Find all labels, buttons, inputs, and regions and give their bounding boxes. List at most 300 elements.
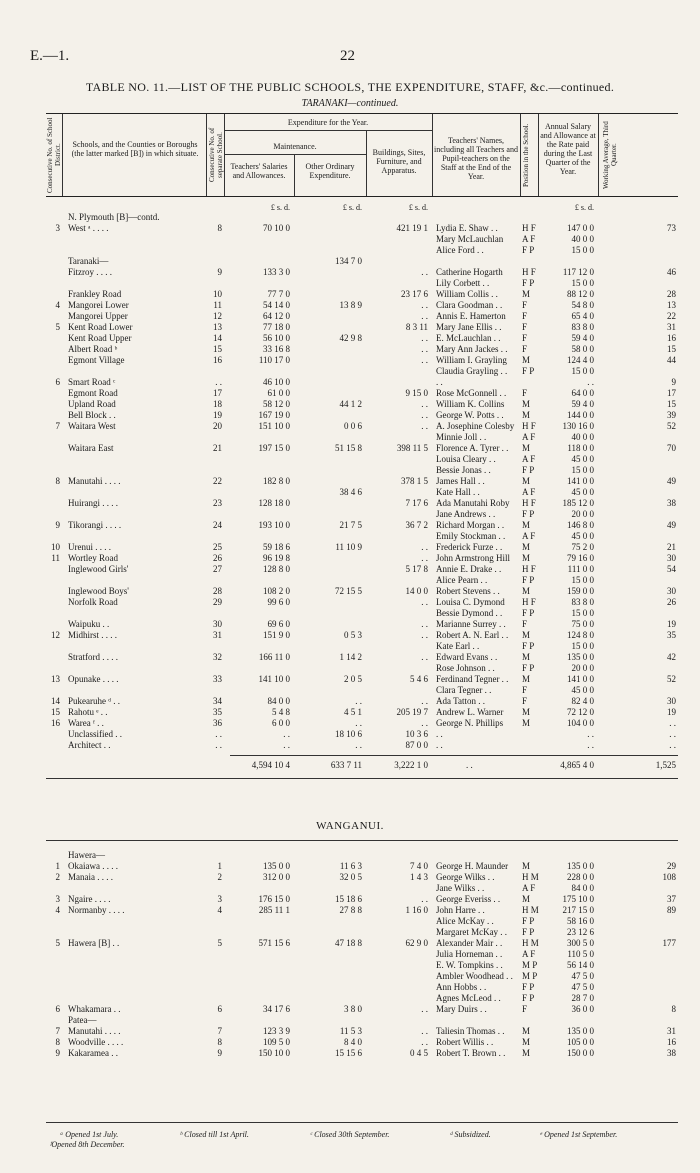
table-row — [46, 531, 678, 542]
cell-school: Kent Road Lower — [68, 322, 133, 332]
cell-teacher: Ferdinand Tegner . . — [436, 674, 509, 684]
cell-annual: 45 0 0 — [571, 454, 594, 464]
cell-sal: 99 6 0 — [267, 597, 290, 607]
cell-school: Mangorei Upper — [68, 311, 128, 321]
cell-annual: 75 2 0 — [571, 542, 594, 552]
cell-annual: 83 8 0 — [571, 597, 594, 607]
table-row — [46, 949, 678, 960]
table-row — [46, 388, 678, 399]
cell-annual: 15 0 0 — [571, 278, 594, 288]
cell-pos: M P — [522, 960, 538, 970]
cell-sal: 193 10 0 — [258, 520, 290, 530]
table-row — [46, 399, 678, 410]
cell-sal: 58 12 0 — [263, 399, 290, 409]
header-separate-no: Consecutive No. of separate School. — [208, 127, 224, 183]
cell-avg: 37 — [667, 894, 676, 904]
cell-sep: 3 — [217, 894, 222, 904]
table-row — [46, 905, 678, 916]
cell-annual: 65 4 0 — [571, 311, 594, 321]
lsd-other: £ s. d. — [342, 203, 362, 212]
cell-teacher: Annis E. Hamerton — [436, 311, 506, 321]
cell-teacher: William Collis . . — [436, 289, 498, 299]
cell-school: Urenui . . . . — [68, 542, 111, 552]
cell-avg: 31 — [667, 1026, 676, 1036]
cell-teacher: Catherine Hogarth — [436, 267, 503, 277]
cell-pos: F P — [522, 366, 535, 376]
cell-sep: 17 — [213, 388, 222, 398]
cell-sep: 36 — [213, 718, 222, 728]
cell-oth: 72 15 5 — [335, 586, 362, 596]
cell-teacher: Jane Andrews . . — [436, 509, 496, 519]
cell-teacher: Lydia E. Shaw . . — [436, 223, 498, 233]
cell-sep: 2 — [217, 872, 222, 882]
cell-teacher: William K. Collins — [436, 399, 505, 409]
cell-annual: 104 0 0 — [567, 718, 594, 728]
cell-teacher: Louisa C. Dymond — [436, 597, 505, 607]
cell-school: Manutahi . . . . — [68, 476, 121, 486]
cell-bld: 36 7 2 — [405, 520, 428, 530]
cell-teacher: Alexander Mair . . — [436, 938, 503, 948]
cell-sal: 312 0 0 — [263, 872, 290, 882]
header-teachers-names: Teachers' Names, including all Teachers and Pupil-teachers on the Staff at the End of the Year. — [434, 136, 518, 181]
cell-oth: 27 8 8 — [339, 905, 362, 915]
cell-sep: 11 — [213, 300, 222, 310]
cell-pos: F — [522, 619, 528, 629]
cell-teacher: George Wilks . . — [436, 872, 495, 882]
cell-bld: . . — [421, 542, 428, 552]
cell-school: Inglewood Girls' — [68, 564, 129, 574]
cell-pos: A F — [522, 949, 536, 959]
total-rule — [230, 755, 678, 756]
cell-annual: 56 14 0 — [567, 960, 594, 970]
cell-annual: 147 0 0 — [567, 223, 594, 233]
cell-sal: 96 19 8 — [263, 553, 290, 563]
cell-school: Patea— — [68, 1015, 97, 1025]
cell-oth: 32 0 5 — [339, 872, 362, 882]
cell-avg: 26 — [667, 597, 676, 607]
cell-pos: F P — [522, 663, 535, 673]
cell-bld: . . — [421, 1026, 428, 1036]
lsd-salaries: £ s. d. — [270, 203, 290, 212]
cell-sal: 110 17 0 — [258, 355, 290, 365]
cell-school: Okaiawa . . . . — [68, 861, 118, 871]
cell-teacher: Taliesin Thomas . . — [436, 1026, 505, 1036]
cell-pos: M — [522, 355, 531, 365]
cell-annual: 88 12 0 — [567, 289, 594, 299]
cell-pos: H M — [522, 905, 539, 915]
table-row — [46, 333, 678, 344]
cell-school: Pukearuhe ᵈ . . — [68, 696, 121, 706]
cell-annual: 15 0 0 — [571, 245, 594, 255]
cell-annual: 75 0 0 — [571, 619, 594, 629]
cell-bld: 87 0 0 — [405, 740, 428, 750]
cell-sep: . . — [215, 729, 222, 739]
cell-oth: 11 6 3 — [339, 861, 362, 871]
cell-sal: 5 4 8 — [272, 707, 290, 717]
cell-bld: . . — [421, 355, 428, 365]
header-other-ordinary: Other Ordinary Expenditure. — [305, 162, 355, 180]
cell-annual: 124 8 0 — [567, 630, 594, 640]
cell-annual: 45 0 0 — [571, 531, 594, 541]
cell-bld: . . — [421, 399, 428, 409]
cell-avg: 9 — [671, 377, 676, 387]
table-row — [46, 289, 678, 300]
cell-pos: H F — [522, 498, 536, 508]
cell-annual: 83 8 0 — [571, 322, 594, 332]
cell-pos: F — [522, 344, 528, 354]
cell-pos: H M — [522, 938, 539, 948]
cell-teacher: George H. Maunder — [436, 861, 509, 871]
cell-sal: 56 10 0 — [263, 333, 290, 343]
cell-bld: . . — [421, 410, 428, 420]
cell-sep: 22 — [213, 476, 222, 486]
cell-sep: 20 — [213, 421, 222, 431]
cell-avg: . . — [669, 740, 676, 750]
cell-teacher: Jane Wilks . . — [436, 883, 485, 893]
cell-avg: 89 — [667, 905, 676, 915]
cell-annual: 159 0 0 — [567, 586, 594, 596]
cell-bld: 1 4 3 — [410, 872, 428, 882]
cell-bld: . . — [421, 630, 428, 640]
cell-pos: M — [522, 443, 531, 453]
cell-avg: 30 — [667, 553, 676, 563]
cell-avg: 52 — [667, 421, 676, 431]
cell-pos: M P — [522, 971, 538, 981]
table-row — [46, 421, 678, 432]
header-expenditure: Expenditure for the Year. — [287, 118, 369, 127]
cell-sal: 59 18 6 — [263, 542, 290, 552]
cell-bld: 5 17 8 — [405, 564, 428, 574]
header-annual-salary: Annual Salary and Allowance at the Rate paid during the Last Quarter of the Year. — [540, 122, 596, 176]
cell-school: Ngaire . . . . — [68, 894, 111, 904]
cell-school: Egmont Village — [68, 355, 125, 365]
cell-pos: M — [522, 410, 531, 420]
table-header — [46, 113, 678, 197]
wanganui-top-rule — [46, 840, 678, 841]
cell-school: Wortley Road — [68, 553, 119, 563]
table-title: TABLE NO. 11.—LIST OF THE PUBLIC SCHOOLS, THE EXPENDITURE, STAFF, &c.—continued. — [85, 80, 615, 94]
cell-sep: 24 — [213, 520, 222, 530]
cell-pos: A F — [522, 454, 536, 464]
cell-bld: . . — [421, 421, 428, 431]
cell-sep: 34 — [213, 696, 222, 706]
cell-sal: 150 10 0 — [258, 1048, 290, 1058]
cell-teacher: . . — [436, 729, 443, 739]
cell-sep: 8 — [217, 223, 222, 233]
cell-no: 11 — [51, 553, 60, 563]
cell-oth: 11 10 9 — [335, 542, 362, 552]
cell-avg: 70 — [667, 443, 676, 453]
cell-sep: 33 — [213, 674, 222, 684]
cell-sep: 21 — [213, 443, 222, 453]
cell-teacher: Lily Corbett . . — [436, 278, 490, 288]
cell-teacher: Mary McLauchlan — [436, 234, 504, 244]
cell-teacher: Margaret McKay . . — [436, 927, 508, 937]
table-row — [46, 300, 678, 311]
cell-bld: . . — [421, 553, 428, 563]
cell-avg: 30 — [667, 696, 676, 706]
footnote-f: ᶠOpened 8th December. — [50, 1140, 125, 1149]
total-annual: 4,865 4 0 — [560, 760, 594, 770]
cell-bld: . . — [421, 1037, 428, 1047]
cell-school: Waitara West — [68, 421, 116, 431]
cell-no: 7 — [55, 421, 60, 431]
cell-teacher: Bessie Jonas . . — [436, 465, 491, 475]
cell-school: Waitara East — [68, 443, 114, 453]
cell-annual: 20 0 0 — [571, 663, 594, 673]
cell-sal: 151 10 0 — [258, 421, 290, 431]
cell-sal: 77 7 0 — [267, 289, 290, 299]
cell-annual: 58 16 0 — [567, 916, 594, 926]
table-row — [46, 443, 678, 454]
cell-avg: 54 — [667, 564, 676, 574]
cell-sep: 26 — [213, 553, 222, 563]
cell-teacher: E. W. Tompkins . . — [436, 960, 503, 970]
table-row — [46, 432, 678, 443]
table-row — [46, 487, 678, 498]
cell-oth: 38 4 6 — [339, 487, 362, 497]
table-row — [46, 267, 678, 278]
cell-annual: 117 12 0 — [562, 267, 594, 277]
cell-avg: 39 — [667, 410, 676, 420]
cell-avg: 49 — [667, 476, 676, 486]
cell-school: Normanby . . . . — [68, 905, 125, 915]
cell-pos: F — [522, 311, 528, 321]
cell-teacher: Ada Tatton . . — [436, 696, 485, 706]
cell-sep: 31 — [213, 630, 222, 640]
cell-school: Hawera— — [68, 850, 105, 860]
cell-teacher: Bessie Dymond . . — [436, 608, 503, 618]
cell-teacher: George W. Potts . . — [436, 410, 504, 420]
cell-school: Stratford . . . . — [68, 652, 118, 662]
cell-avg: 44 — [667, 355, 676, 365]
cell-bld: . . — [421, 344, 428, 354]
table-row — [46, 465, 678, 476]
cell-sal: 285 11 1 — [258, 905, 290, 915]
cell-sal: 69 6 0 — [267, 619, 290, 629]
cell-school: Kent Road Upper — [68, 333, 132, 343]
cell-bld: . . — [421, 597, 428, 607]
table-row — [46, 1004, 678, 1015]
cell-bld: 23 17 6 — [401, 289, 428, 299]
table-row — [46, 542, 678, 553]
cell-annual: 45 0 0 — [571, 685, 594, 695]
cell-pos: H F — [522, 597, 536, 607]
cell-pos: F P — [522, 982, 535, 992]
cell-no: 4 — [55, 905, 60, 915]
table-row — [46, 344, 678, 355]
cell-pos: M — [522, 289, 531, 299]
cell-bld: . . — [421, 267, 428, 277]
cell-school: Taranaki— — [68, 256, 109, 266]
cell-annual: . . — [587, 729, 594, 739]
cell-pos: F P — [522, 575, 535, 585]
cell-sal: 182 8 0 — [263, 476, 290, 486]
table-row — [46, 278, 678, 289]
cell-bld: . . — [421, 311, 428, 321]
cell-school: Manaia . . . . — [68, 872, 113, 882]
cell-school: Upland Road — [68, 399, 116, 409]
cell-teacher: Ambler Woodhead . . — [436, 971, 513, 981]
cell-avg: 13 — [667, 300, 676, 310]
cell-sal: 571 15 6 — [258, 938, 290, 948]
footnote-c: ᶜ Closed 30th September. — [310, 1130, 390, 1139]
table-row — [46, 476, 678, 487]
cell-oth: . . — [355, 696, 362, 706]
cell-pos: F P — [522, 916, 535, 926]
cell-teacher: William I. Grayling — [436, 355, 507, 365]
cell-bld: 0 4 5 — [410, 1048, 428, 1058]
cell-annual: 15 0 0 — [571, 465, 594, 475]
cell-pos: F P — [522, 465, 535, 475]
cell-annual: 15 0 0 — [571, 641, 594, 651]
cell-avg: . . — [669, 729, 676, 739]
cell-pos: F — [522, 1004, 528, 1014]
cell-annual: 228 0 0 — [567, 872, 594, 882]
cell-sal: 151 9 0 — [263, 630, 290, 640]
table-row — [46, 982, 678, 993]
cell-school: Huirangi . . . . — [68, 498, 118, 508]
cell-avg: 42 — [667, 652, 676, 662]
cell-oth: 15 18 6 — [335, 894, 362, 904]
cell-pos: F — [522, 333, 528, 343]
table-row — [46, 245, 678, 256]
cell-bld: 398 11 5 — [396, 443, 428, 453]
cell-sal: 133 3 0 — [263, 267, 290, 277]
cell-no: 6 — [55, 1004, 60, 1014]
cell-sep: . . — [215, 377, 222, 387]
table-row — [46, 311, 678, 322]
cell-sal: 6 0 0 — [272, 718, 290, 728]
table-row — [46, 718, 678, 729]
table-row — [46, 894, 678, 905]
cell-no: 13 — [51, 674, 60, 684]
cell-oth: 51 15 8 — [335, 443, 362, 453]
cell-oth: 0 5 3 — [344, 630, 362, 640]
table-row — [46, 971, 678, 982]
cell-oth: 21 7 5 — [339, 520, 362, 530]
footnote-b: ᵇ Closed till 1st April. — [180, 1130, 249, 1139]
cell-oth: . . — [355, 718, 362, 728]
table-row — [46, 619, 678, 630]
cell-annual: 15 0 0 — [571, 575, 594, 585]
cell-pos: H F — [522, 267, 536, 277]
cell-school: Norfolk Road — [68, 597, 118, 607]
cell-annual: 300 5 0 — [567, 938, 594, 948]
cell-teacher: Clara Tegner . . — [436, 685, 492, 695]
cell-no: 15 — [51, 707, 60, 717]
cell-annual: 20 0 0 — [571, 509, 594, 519]
cell-pos: M — [522, 1026, 531, 1036]
cell-no: 3 — [55, 894, 60, 904]
cell-sal: . . — [283, 740, 290, 750]
cell-oth: 47 18 8 — [335, 938, 362, 948]
cell-bld: . . — [421, 1004, 428, 1014]
cell-teacher: . . — [436, 377, 443, 387]
cell-school: Frankley Road — [68, 289, 122, 299]
header-maintenance: Maintenance. — [273, 142, 317, 151]
table-row — [46, 883, 678, 894]
header-buildings: Buildings, Sites, Furniture, and Apparatus. — [372, 148, 426, 175]
cell-pos: M — [522, 861, 531, 871]
cell-pos: A F — [522, 234, 536, 244]
cell-sal: 123 3 9 — [263, 1026, 290, 1036]
cell-pos: M — [522, 476, 531, 486]
cell-sep: 15 — [213, 344, 222, 354]
table-row — [46, 410, 678, 421]
cell-pos: M — [522, 674, 531, 684]
cell-annual: 135 0 0 — [567, 1026, 594, 1036]
cell-pos: F — [522, 300, 528, 310]
cell-bld: 9 15 0 — [405, 388, 428, 398]
cell-school: Woodville . . . . — [68, 1037, 124, 1047]
table-row — [46, 916, 678, 927]
cell-school: Rahotu ᵉ . . — [68, 707, 108, 717]
table-row — [46, 564, 678, 575]
cell-teacher: James Hall . . — [436, 476, 485, 486]
cell-oth: 4 5 1 — [344, 707, 362, 717]
cell-no: 14 — [51, 696, 60, 706]
cell-bld: . . — [421, 333, 428, 343]
cell-avg: 29 — [667, 861, 676, 871]
cell-pos: M — [522, 586, 531, 596]
cell-oth: 8 4 0 — [344, 1037, 362, 1047]
cell-school: Fitzroy . . . . — [68, 267, 112, 277]
cell-sal: 33 16 8 — [263, 344, 290, 354]
cell-annual: 72 12 0 — [567, 707, 594, 717]
cell-pos: H F — [522, 223, 536, 233]
cell-annual: 54 8 0 — [571, 300, 594, 310]
cell-annual: 64 0 0 — [571, 388, 594, 398]
cell-no: 4 — [55, 300, 60, 310]
cell-avg: 52 — [667, 674, 676, 684]
cell-bld: 8 3 11 — [405, 322, 428, 332]
cell-no: 12 — [51, 630, 60, 640]
cell-sep: 9 — [217, 1048, 222, 1058]
cell-pos: A F — [522, 531, 536, 541]
cell-sep: 12 — [213, 311, 222, 321]
table-row — [46, 696, 678, 707]
cell-sep: 7 — [217, 1026, 222, 1036]
cell-pos: H F — [522, 421, 536, 431]
footnote-a: ᵃ Opened 1st July. — [60, 1130, 119, 1139]
cell-no: 7 — [55, 1026, 60, 1036]
cell-school: Opunake . . . . — [68, 674, 119, 684]
cell-annual: 59 4 0 — [571, 399, 594, 409]
cell-annual: 15 0 0 — [571, 608, 594, 618]
cell-annual: 45 0 0 — [571, 487, 594, 497]
cell-teacher: Mary Duirs . . — [436, 1004, 487, 1014]
cell-bld: 10 3 6 — [405, 729, 428, 739]
cell-oth: . . — [355, 740, 362, 750]
cell-annual: 135 0 0 — [567, 861, 594, 871]
cell-avg: 49 — [667, 520, 676, 530]
cell-teacher: Louisa Cleary . . — [436, 454, 496, 464]
cell-sal: 166 11 0 — [258, 652, 290, 662]
cell-avg: 19 — [667, 707, 676, 717]
cell-annual: 47 5 0 — [571, 971, 594, 981]
cell-teacher: Minnie Joll . . — [436, 432, 487, 442]
cell-bld: 421 19 1 — [396, 223, 428, 233]
cell-teacher: Rose Johnson . . — [436, 663, 495, 673]
cell-pos: M — [522, 399, 531, 409]
header-consecutive-no: Consecutive No. of School District. — [46, 117, 62, 193]
cell-teacher: Andrew L. Warner — [436, 707, 504, 717]
cell-sal: 167 19 0 — [258, 410, 290, 420]
total-buildings: 3,222 1 0 — [394, 760, 428, 770]
cell-teacher: Edward Evans . . — [436, 652, 498, 662]
cell-pos: F — [522, 696, 528, 706]
